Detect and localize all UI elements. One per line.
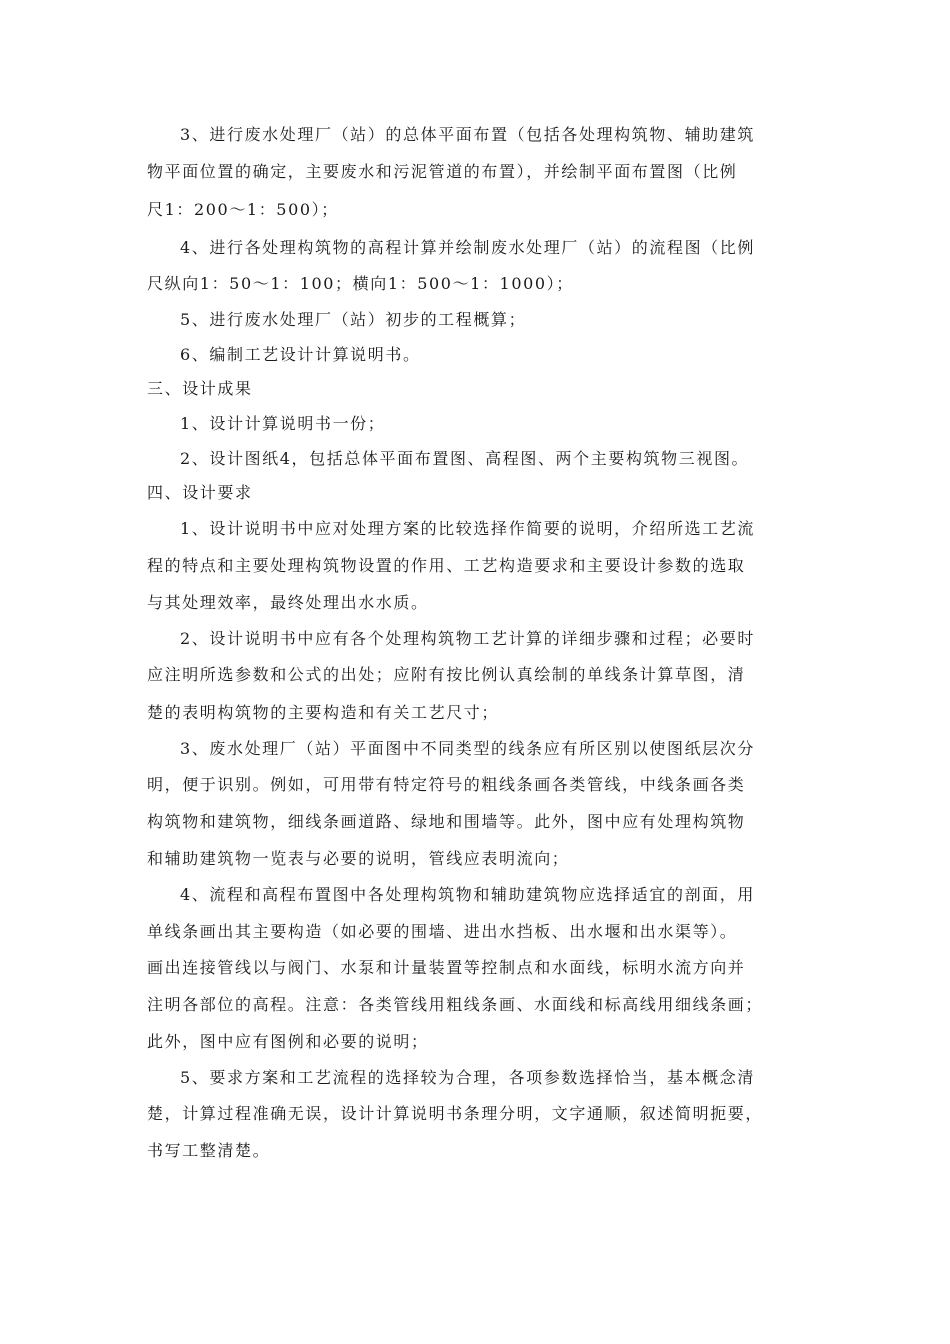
paragraph-line: 此外，图中应有图例和必要的说明；: [147, 1032, 429, 1051]
paragraph-line: 3、废水处理厂（站）平面图中不同类型的线条应有所区别以使图纸层次分: [180, 739, 755, 758]
section-heading: 四、设计要求: [147, 483, 253, 502]
paragraph-line: 1、设计说明书中应对处理方案的比较选择作简要的说明，介绍所选工艺流: [180, 519, 755, 538]
paragraph-line: 物平面位置的确定，主要废水和污泥管道的布置），并绘制平面布置图（比例: [147, 162, 738, 181]
paragraph-line: 楚的表明构筑物的主要构造和有关工艺尺寸；: [147, 703, 500, 722]
paragraph-line: 2、设计图纸4，包括总体平面布置图、高程图、两个主要构筑物三视图。: [180, 449, 750, 468]
paragraph-line: 1、设计计算说明书一份；: [180, 414, 386, 433]
paragraph-line: 构筑物和建筑物，细线条画道路、绿地和围墙等。此外，图中应有处理构筑物: [147, 812, 746, 831]
paragraph-line: 程的特点和主要处理构筑物设置的作用、工艺构造要求和主要设计参数的选取: [147, 556, 746, 575]
section-heading: 三、设计成果: [147, 379, 253, 398]
paragraph-line: 6、编制工艺设计计算说明书。: [180, 345, 421, 364]
paragraph-line: 画出连接管线以与阀门、水泵和计量装置等控制点和水面线，标明水流方向并: [147, 958, 746, 977]
paragraph-line: 3、进行废水处理厂（站）的总体平面布置（包括各处理构筑物、辅助建筑: [180, 125, 755, 144]
paragraph-line: 2、设计说明书中应有各个处理构筑物工艺计算的详细步骤和过程；必要时: [180, 629, 755, 648]
paragraph-line: 4、进行各处理构筑物的高程计算并绘制废水处理厂（站）的流程图（比例: [180, 238, 755, 257]
paragraph-line: 尺纵向1：50～1：100；横向1：500～1：1000）；: [147, 274, 574, 293]
paragraph-line: 与其处理效率，最终处理出水水质。: [147, 593, 429, 612]
paragraph-line: 4、流程和高程布置图中各处理构筑物和辅助建筑物应选择适宜的剖面，用: [180, 885, 755, 904]
paragraph-line: 明，便于识别。例如，可用带有特定符号的粗线条画各类管线，中线条画各类: [147, 775, 746, 794]
paragraph-line: 和辅助建筑物一览表与必要的说明，管线应表明流向；: [147, 849, 570, 868]
paragraph-line: 尺1：200～1：500）；: [147, 200, 339, 219]
paragraph-line: 单线条画出其主要构造（如必要的围墙、进出水挡板、出水堰和出水渠等）。: [147, 922, 738, 941]
paragraph-line: 楚，计算过程准确无误，设计计算说明书条理分明，文字通顺，叙述简明扼要，: [147, 1104, 764, 1123]
paragraph-line: 5、要求方案和工艺流程的选择较为合理，各项参数选择恰当，基本概念清: [180, 1068, 755, 1087]
paragraph-line: 应注明所选参数和公式的出处；应附有按比例认真绘制的单线条计算草图，清: [147, 665, 746, 684]
paragraph-line: 注明各部位的高程。注意：各类管线用粗线条画、水面线和标高线用细线条画；: [147, 995, 764, 1014]
paragraph-line: 书写工整清楚。: [147, 1141, 271, 1160]
paragraph-line: 5、进行废水处理厂（站）初步的工程概算；: [180, 310, 527, 329]
